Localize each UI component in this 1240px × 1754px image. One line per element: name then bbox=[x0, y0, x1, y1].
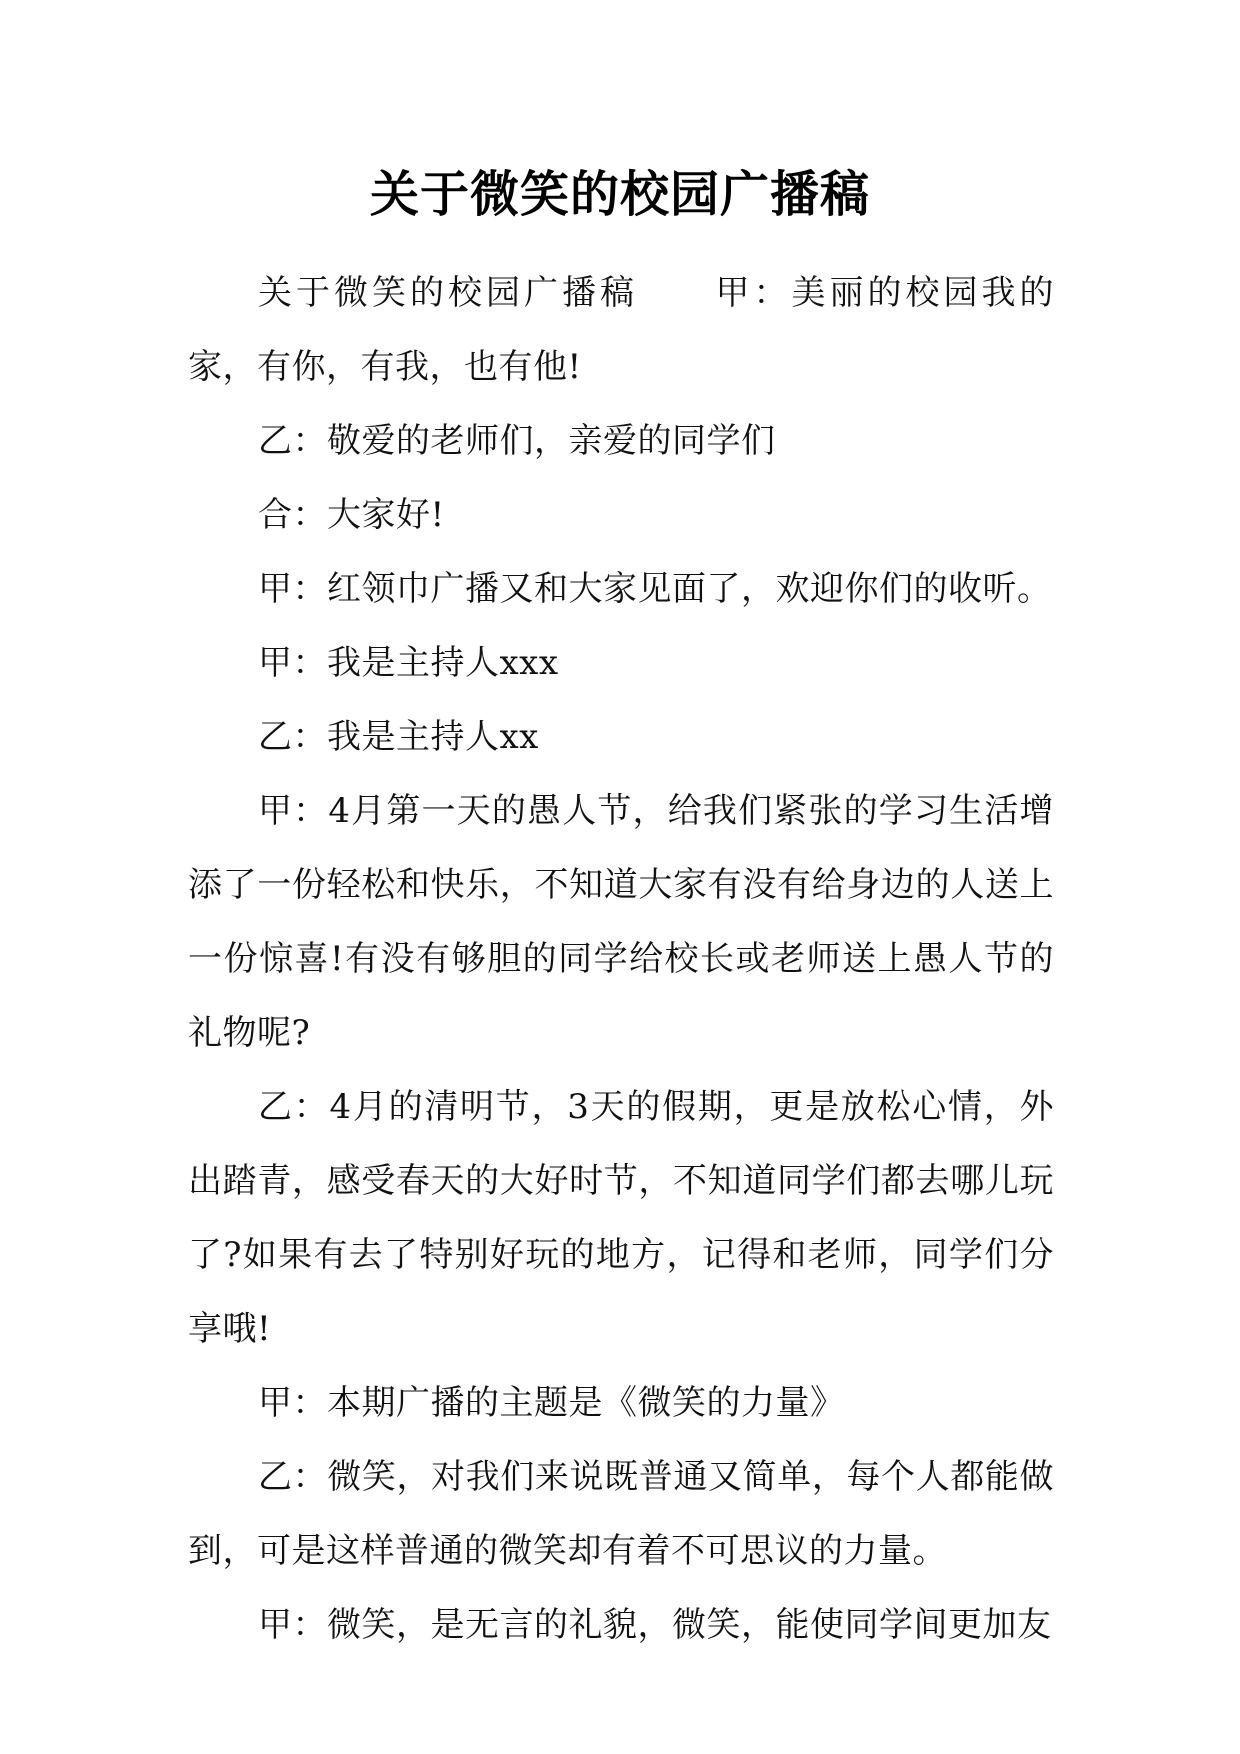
paragraph: 合：大家好! bbox=[258, 495, 445, 535]
paragraph: 乙：敬爱的老师们，亲爱的同学们 bbox=[258, 421, 776, 461]
paragraph: 乙：微笑，对我们来说既普通又简单，每个人都能做到，可是这样普通的微笑却有着不可思议的力量。 bbox=[188, 1457, 1054, 1571]
paragraph: 甲：微笑，是无言的礼貌，微笑，能使同学间更加友 bbox=[258, 1605, 1052, 1645]
intro-text: 甲：美丽的校园我的家，有你，有我，也有他! bbox=[188, 273, 1054, 387]
paragraph: 甲：我是主持人xxx bbox=[258, 643, 559, 683]
paragraph: 甲：红领巾广播又和大家见面了，欢迎你们的收听。 bbox=[258, 569, 1052, 609]
paragraph: 甲：4月第一天的愚人节，给我们紧张的学习生活增添了一份轻松和快乐，不知道大家有没有给身边的人送上一份惊喜!有没有够胆的同学给校长或老师送上愚人节的礼物呢? bbox=[188, 791, 1054, 1053]
paragraph: 乙：4月的清明节，3天的假期，更是放松心情，外出踏青，感受春天的大好时节，不知道同学们都去哪儿玩了?如果有去了特别好玩的地方，记得和老师，同学们分享哦! bbox=[188, 1087, 1054, 1349]
paragraph: 甲：本期广播的主题是《微笑的力量》 bbox=[258, 1383, 845, 1423]
document-title: 关于微笑的校园广播稿 bbox=[369, 166, 870, 223]
paragraph: 乙：我是主持人xx bbox=[258, 717, 539, 757]
intro-heading: 关于微笑的校园广播稿 bbox=[258, 273, 638, 313]
paragraph-intro bbox=[188, 256, 1054, 404]
document-body bbox=[188, 256, 1054, 1662]
